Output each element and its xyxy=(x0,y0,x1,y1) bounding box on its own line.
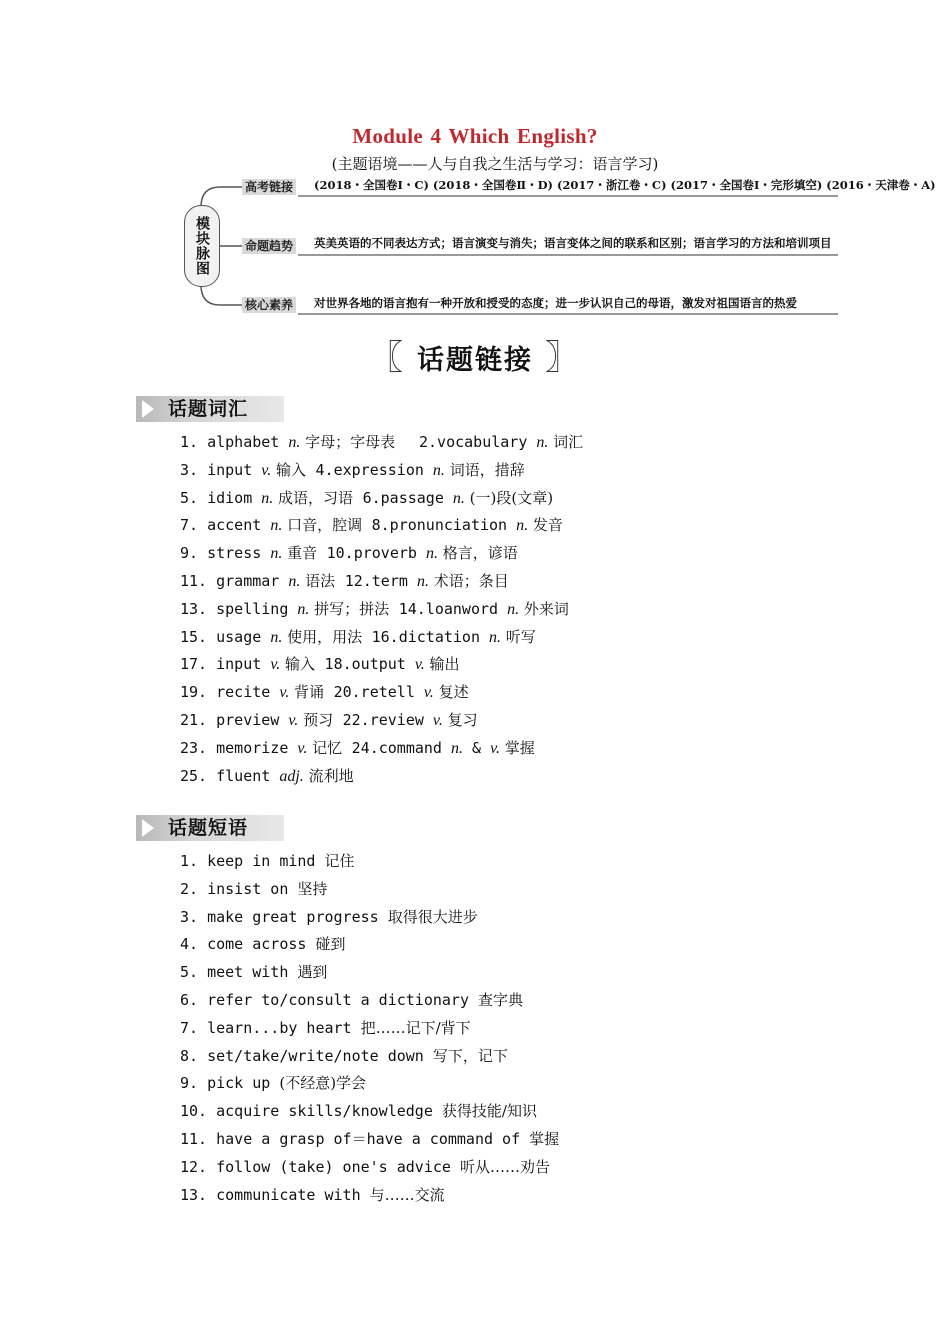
vocab-item xyxy=(180,763,583,791)
module-mind-map xyxy=(180,175,936,320)
divider xyxy=(298,195,838,197)
term: 21. preview xyxy=(180,710,289,729)
meaning: 使用，用法 xyxy=(282,627,372,646)
term: 24.command xyxy=(351,738,451,757)
meaning: 掌握 xyxy=(529,1129,560,1148)
phrase-item xyxy=(180,1015,559,1043)
part-of-speech: v. xyxy=(414,656,425,674)
term: 13. communicate with xyxy=(180,1185,370,1204)
term: 18.output xyxy=(324,655,415,674)
bracket-close: 〗 xyxy=(545,338,581,378)
meaning: 拼写；拼法 xyxy=(309,599,399,618)
meaning: (一)段(文章) xyxy=(464,488,554,507)
meaning: 听写 xyxy=(501,627,536,646)
meaning: 输入 xyxy=(280,655,325,674)
term: & xyxy=(462,738,491,757)
tag-core-literacy: 核心素养 xyxy=(242,297,296,313)
meaning: 发音 xyxy=(528,516,563,535)
meaning: 词汇 xyxy=(548,433,584,451)
tag-exam-links: 高考链接 xyxy=(242,179,296,195)
section-heading-vocab xyxy=(136,396,284,422)
part-of-speech: n. xyxy=(432,461,445,479)
meaning: 与……交流 xyxy=(369,1185,445,1204)
meaning: 字母；字母表 xyxy=(300,433,419,451)
term: 12. follow (take) one's advice xyxy=(180,1157,460,1176)
meaning: 词语，措辞 xyxy=(444,460,525,479)
part-of-speech: n. xyxy=(416,572,429,590)
meaning: 取得很大进步 xyxy=(387,907,478,926)
part-of-speech: n. xyxy=(452,489,465,507)
phrase-item xyxy=(180,848,559,876)
phrase-item xyxy=(180,1154,559,1182)
exam-links-text: (2018・全国卷Ⅰ・C) (2018・全国卷Ⅱ・D) (2017・浙江卷・C) (2017・全国卷Ⅰ・完形填空) (2016・天津卷・A) xyxy=(314,178,936,192)
phrase-list xyxy=(180,848,559,1209)
divider xyxy=(298,313,838,315)
vocab-item xyxy=(180,679,583,707)
vocab-item xyxy=(180,540,583,568)
part-of-speech: n. xyxy=(516,517,529,535)
part-of-speech: n. xyxy=(270,628,283,646)
phrase-item xyxy=(180,904,559,932)
term: 13. spelling xyxy=(180,599,298,618)
arrow-icon xyxy=(142,819,154,837)
meaning: 语法 xyxy=(300,571,345,590)
part-of-speech: v. xyxy=(288,711,299,729)
part-of-speech: n. xyxy=(507,600,520,618)
part-of-speech: v. xyxy=(432,711,443,729)
part-of-speech: n. xyxy=(536,434,549,451)
meaning: 外来词 xyxy=(519,599,569,618)
term: 10. acquire skills/knowledge xyxy=(180,1102,442,1121)
arrow-icon xyxy=(142,400,154,418)
core-literacy-text: 对世界各地的语言抱有一种开放和授受的态度；进一步认识自己的母语，激发对祖国语言的热爱 xyxy=(314,296,797,310)
term: 8. set/take/write/note down xyxy=(180,1046,433,1065)
term: 9. stress xyxy=(180,544,271,563)
vocab-item xyxy=(180,596,583,624)
meaning: 重音 xyxy=(282,544,327,563)
meaning: 听从……劝告 xyxy=(459,1157,550,1176)
vocab-item xyxy=(180,624,583,652)
term: 17. input xyxy=(180,655,271,674)
term: 1. keep in mind xyxy=(180,852,325,870)
phrase-item xyxy=(180,1182,559,1210)
term: 11. grammar xyxy=(180,571,289,590)
vocab-item xyxy=(180,485,583,513)
trends-text: 英美英语的不同表达方式；语言演变与消失；语言变体之间的联系和区别；语言学习的方法和培训项目 xyxy=(314,236,832,250)
phrase-item xyxy=(180,1098,559,1126)
meaning: 遇到 xyxy=(297,963,328,982)
module-title: Module 4 Which English? xyxy=(352,124,598,148)
vocab-item xyxy=(180,568,583,596)
term: 8.pronunciation xyxy=(371,516,517,535)
meaning: 获得技能/知识 xyxy=(441,1102,537,1121)
term: 2.vocabulary xyxy=(418,433,537,451)
term: 22.review xyxy=(342,710,433,729)
mind-map-hub: 模块脉图 xyxy=(184,205,220,287)
phrase-item xyxy=(180,931,559,959)
section-heading-label: 话题短语 xyxy=(168,817,249,839)
meaning: 查字典 xyxy=(478,990,524,1009)
term: 4. come across xyxy=(180,935,316,954)
part-of-speech: v. xyxy=(261,461,272,479)
part-of-speech: n. xyxy=(425,545,438,563)
vocab-item xyxy=(180,512,583,540)
term: 23. memorize xyxy=(180,738,298,757)
part-of-speech: adj. xyxy=(279,767,304,785)
part-of-speech: n. xyxy=(489,628,502,646)
part-of-speech: v. xyxy=(297,739,308,757)
meaning: 格言，谚语 xyxy=(437,544,518,563)
bracket-open: 〖 xyxy=(369,338,405,378)
term: 7. accent xyxy=(180,516,271,535)
part-of-speech: v. xyxy=(423,684,434,702)
term: 1. alphabet xyxy=(180,433,289,451)
meaning: 写下，记下 xyxy=(432,1046,508,1065)
meaning: 碰到 xyxy=(315,935,346,954)
meaning: 掌握 xyxy=(500,738,535,757)
part-of-speech: n. xyxy=(270,545,283,563)
term: 4.expression xyxy=(315,460,433,479)
part-of-speech: n. xyxy=(270,517,283,535)
term: 14.loanword xyxy=(398,599,508,618)
part-of-speech: n. xyxy=(261,489,274,507)
meaning: 输入 xyxy=(271,460,316,479)
term: 9. pick up xyxy=(180,1074,280,1093)
meaning: 成语，习语 xyxy=(273,488,363,507)
part-of-speech: v. xyxy=(270,656,281,674)
term: 3. input xyxy=(180,460,262,479)
vocab-list xyxy=(180,429,583,790)
term: 10.proverb xyxy=(326,544,426,563)
module-subtitle: (主题语境——人与自我之生活与学习：语言学习) xyxy=(331,155,659,173)
term: 7. learn...by heart xyxy=(180,1018,361,1037)
banner-label: 话题链接 xyxy=(417,345,533,376)
term: 12.term xyxy=(344,571,417,590)
meaning: (不经意)学会 xyxy=(279,1074,367,1093)
meaning: 预习 xyxy=(298,710,343,729)
section-heading-label: 话题词汇 xyxy=(168,398,249,420)
term: 6. refer to/consult a dictionary xyxy=(180,990,479,1009)
phrase-item xyxy=(180,987,559,1015)
term: 5. idiom xyxy=(180,488,262,507)
term: 6.passage xyxy=(362,488,453,507)
phrase-item xyxy=(180,876,559,904)
part-of-speech: n. xyxy=(297,600,310,618)
vocab-item xyxy=(180,651,583,679)
meaning: 口音，腔调 xyxy=(282,516,372,535)
phrase-item xyxy=(180,1126,559,1154)
phrase-item xyxy=(180,1070,559,1098)
term: 25. fluent xyxy=(180,766,280,785)
part-of-speech: n. xyxy=(450,739,463,757)
meaning: 复述 xyxy=(433,683,469,702)
section-heading-phrases xyxy=(136,815,284,841)
meaning: 复习 xyxy=(442,710,478,729)
part-of-speech: n. xyxy=(288,572,301,590)
tag-trends: 命题趋势 xyxy=(242,238,296,254)
phrase-item xyxy=(180,959,559,987)
term: 5. meet with xyxy=(180,963,298,982)
term: 11. have a grasp of＝have a command of xyxy=(180,1129,530,1148)
part-of-speech: v. xyxy=(279,684,290,702)
topic-link-banner xyxy=(0,330,950,379)
term: 3. make great progress xyxy=(180,907,388,926)
meaning: 输出 xyxy=(424,655,460,674)
phrase-item xyxy=(180,1043,559,1071)
meaning: 记忆 xyxy=(307,738,352,757)
divider xyxy=(298,254,838,256)
meaning: 把……记下/背下 xyxy=(360,1018,471,1037)
term: 20.retell xyxy=(333,683,424,702)
vocab-item xyxy=(180,457,583,485)
vocab-item xyxy=(180,735,583,763)
meaning: 记住 xyxy=(324,852,355,870)
meaning: 术语；条目 xyxy=(428,571,509,590)
part-of-speech: v. xyxy=(490,739,500,757)
meaning: 背诵 xyxy=(289,683,334,702)
term: 15. usage xyxy=(180,627,271,646)
term: 19. recite xyxy=(180,683,280,702)
vocab-item xyxy=(180,429,583,457)
part-of-speech: n. xyxy=(288,434,301,451)
term: 2. insist on xyxy=(180,879,298,898)
meaning: 坚持 xyxy=(297,879,328,898)
meaning: 流利地 xyxy=(303,766,354,785)
vocab-item xyxy=(180,707,583,735)
term: 16.dictation xyxy=(371,627,490,646)
